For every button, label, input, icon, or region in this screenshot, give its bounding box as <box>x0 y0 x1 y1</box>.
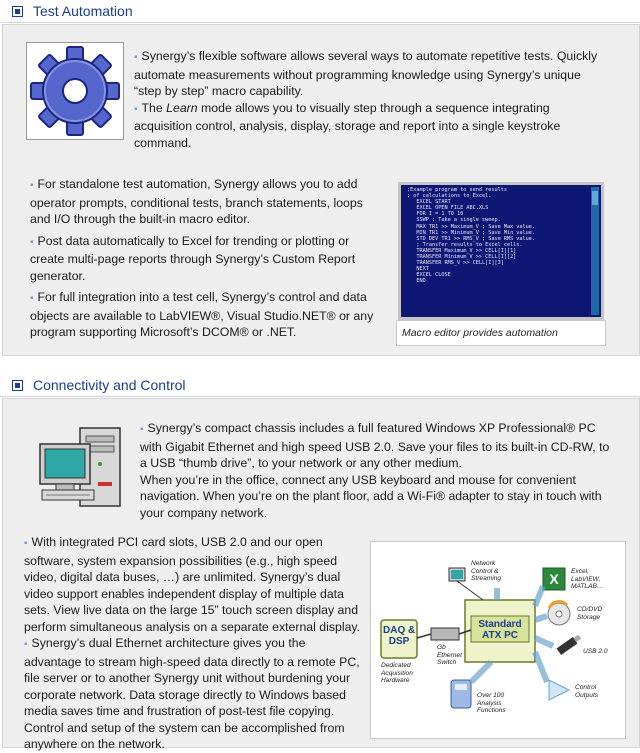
code-line: EXCEL OPEN FILE ABC.XLS <box>407 205 489 212</box>
connectivity-intro <box>140 420 610 521</box>
bullet-marker: ▪ <box>30 236 34 248</box>
screenshot-caption: Macro editor provides automation <box>402 327 558 339</box>
code-line: MAX TR1 >> Maximum_V ; Save Max value. <box>407 223 536 230</box>
code-line: TRANSFER Minimum_V >> CELL[I][2] <box>407 254 517 261</box>
bullet-marker: ▪ <box>24 538 28 549</box>
intro-text-part: mode allows you to visually step through a sequence integrating acquisition control, analysis, display, storage and report into a single keystroke command. <box>134 100 561 150</box>
section-header-connectivity <box>12 375 186 395</box>
bullet-marker: ▪ <box>30 293 34 304</box>
screenshot-caption-box <box>396 320 606 346</box>
code-line: TRANSFER Maximum_V >> CELL[I][1] <box>407 247 517 254</box>
code-line: EXCEL START <box>407 199 451 206</box>
section-bullet-icon <box>12 6 23 17</box>
code-line: END <box>407 278 426 285</box>
section-bullet-icon <box>12 380 23 391</box>
system-architecture-diagram <box>370 541 626 739</box>
intro-paragraph: Synergy’s flexible software allows several ways to automate repetitive tests. Quickly automate measurements without programming knowledge using Synergy’s unique “step by step” macro capability. <box>134 49 598 98</box>
daq-dsp-label: DAQ & DSP <box>383 625 416 647</box>
list-item: ▪ Post data automatically to Excel for trending or plotting or create multi-page reports through Synergy’s Custom Report generator. <box>30 233 356 283</box>
code-line: ;Example program to send results <box>407 187 507 193</box>
scrollbar <box>591 187 599 315</box>
network-caption: Network Control & Streaming <box>471 560 502 583</box>
bullet-marker: ▪ <box>24 639 28 650</box>
svg-text:X: X <box>549 571 559 587</box>
switch-caption: Gb Ethernet Switch <box>437 644 462 667</box>
section-divider <box>0 396 640 397</box>
code-line: ; Transfer results to Excel cells. <box>407 241 523 248</box>
analysis-caption: Over 100 Analysis Functions <box>477 692 506 715</box>
code-line: NEXT <box>407 266 429 273</box>
gear-icon <box>26 42 124 140</box>
usb-caption: USB 2.0 <box>583 648 608 655</box>
code-line: MIN TR1 >> Minimum_V ; Save Min value. <box>407 229 536 236</box>
list-item: ▪ For full integration into a test cell, Synergy’s control and data objects are available to LabVIEW®, Visual Studio.NET® or any program supporting Microsoft’s DCOM® or .NET. <box>30 290 374 339</box>
section-header-test-automation <box>12 1 133 21</box>
computer-icon <box>34 424 128 514</box>
bullet-marker: ▪ <box>140 424 144 435</box>
list-item: ▪ For standalone test automation, Synergy allows you to add operator prompts, conditional tests, branch statements, loops and I/O through the built-in macro editor. <box>30 177 363 226</box>
list-item: ▪ With integrated PCI card slots, USB 2.0 and our open software, system expansion possibilities (e.g., high speed video, digital data buses, …) are unlimited. Synergy’s dual video support enables independent display of multiple data sets. View live data on the large 15” touch screen display and perform simultaneous analysis on a separate external display. <box>24 535 361 634</box>
intro-paragraph: Synergy’s compact chassis includes a full featured Windows XP Professional® PC with Gigabit Ethernet and high speed USB 2.0. Save your files to its built-in CD-RW, to a USB “thumb drive”, to your network or any other medium. <box>140 421 610 470</box>
connectivity-bullets <box>24 534 366 753</box>
test-automation-intro <box>134 48 604 151</box>
bullet-marker: ▪ <box>30 180 34 191</box>
control-caption: Control Outputs <box>575 684 599 699</box>
test-automation-bullets <box>30 176 380 346</box>
intro-paragraph: When you’re in the office, connect any USB keyboard and mouse for convenient navigation. When you’re on the plant floor, add a Wi-Fi® adapter to stay in touch with your company network. <box>140 472 602 520</box>
section-divider <box>0 22 640 23</box>
code-line: STD DEV TR1 >> RMS_V ; Save RMS value. <box>407 235 536 242</box>
code-line: TRANSFER RMS_V >> CELL[I][3] <box>407 260 504 267</box>
section-title: Connectivity and Control <box>33 377 186 393</box>
macro-code <box>407 187 535 285</box>
daq-caption: Dedicated Acquisition Hardware <box>381 662 413 685</box>
learn-mode-term: Learn <box>166 100 198 115</box>
code-line: EXCEL CLOSE <box>407 272 451 279</box>
bullet-marker: ▪ <box>134 103 138 115</box>
list-item: ▪ Synergy’s dual Ethernet architecture gives you the advantage to stream high-speed data directly to a remote PC, file server or to another Synergy unit without burdening your corporate network. Data storage directly to Windows based media saves time and frustration of post-test file copying. Control and setup of the system can be accomplished from anywhere on the network. <box>24 636 360 751</box>
macro-editor-screenshot <box>398 182 604 320</box>
code-line: ; of calculations to Excel. <box>407 193 492 200</box>
cd-caption: CD/DVD Storage <box>577 606 603 621</box>
atx-pc-label: Standard ATX PC <box>478 619 522 641</box>
code-line: FOR I = 1 TO 10 <box>407 211 464 218</box>
intro-text-part: The <box>141 100 167 115</box>
section-title: Test Automation <box>33 3 133 19</box>
excel-caption: Excel, LabVIEW, MATLAB… <box>571 568 604 591</box>
bullet-marker: ▪ <box>134 52 138 63</box>
code-line: SSWP ; Take a single sweep. <box>407 217 501 224</box>
